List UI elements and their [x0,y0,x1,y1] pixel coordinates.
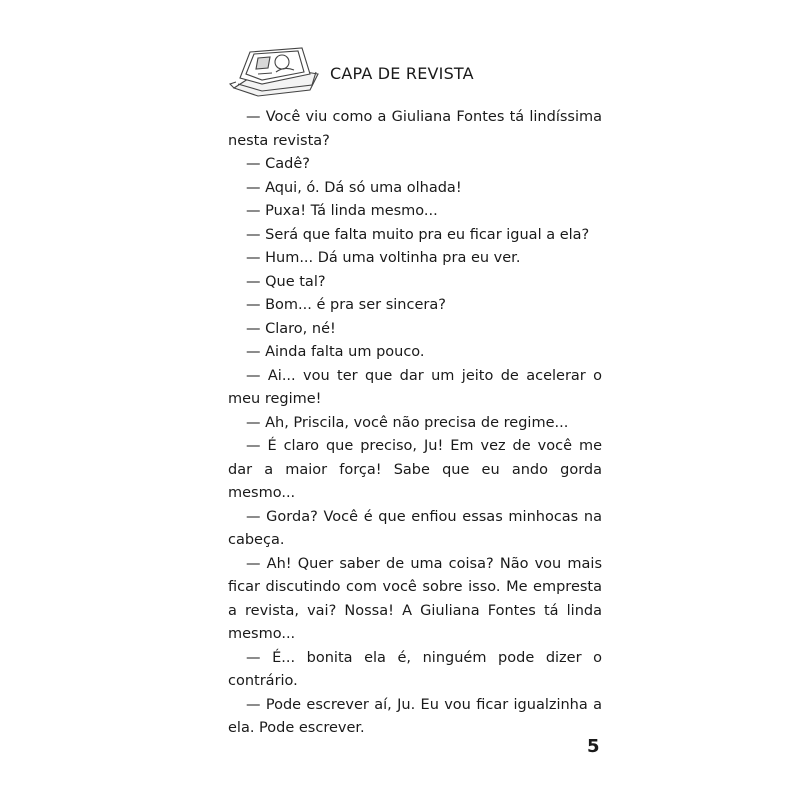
magazine-icon [228,44,324,100]
paragraph: — É claro que preciso, Ju! Em vez de você me dar a maior força! Sabe que eu ando gorda mesmo... [228,438,602,501]
paragraph: — Hum... Dá uma voltinha pra eu ver. [246,250,521,266]
chapter-header [228,44,548,104]
paragraph: — Ah! Quer saber de uma coisa? Não vou mais ficar discutindo com você sobre isso. Me empresta a revista, vai? Nossa! A Giuliana Fontes tá linda mesmo... [228,555,602,642]
paragraph: — Ainda falta um pouco. [246,344,425,360]
paragraph: — Gorda? Você é que enfiou essas minhocas na cabeça. [228,508,602,548]
paragraph: — Ah, Priscila, você não precisa de regime... [246,414,569,431]
paragraph: — Você viu como a Giuliana Fontes tá lindíssima nesta revista? [228,109,602,149]
page-number: 5 [587,736,600,757]
paragraph: — Puxa! Tá linda mesmo... [246,203,438,219]
paragraph: — Será que falta muito pra eu ficar igual a ela? [246,226,590,243]
paragraph: — Que tal? [246,273,326,290]
paragraph: — Ai... vou ter que dar um jeito de acelerar o meu regime! [228,367,602,407]
paragraph: — É... bonita ela é, ninguém pode dizer o contrário. [228,649,602,689]
paragraph: — Cadê? [246,156,310,172]
dialogue-text [228,106,602,741]
chapter-title: CAPA DE REVISTA [330,64,474,83]
paragraph: — Bom... é pra ser sincera? [246,297,446,313]
paragraph: — Claro, né! [246,320,336,337]
paragraph: — Aqui, ó. Dá só uma olhada! [246,179,462,196]
paragraph: — Pode escrever aí, Ju. Eu vou ficar igualzinha a ela. Pode escrever. [228,696,602,736]
